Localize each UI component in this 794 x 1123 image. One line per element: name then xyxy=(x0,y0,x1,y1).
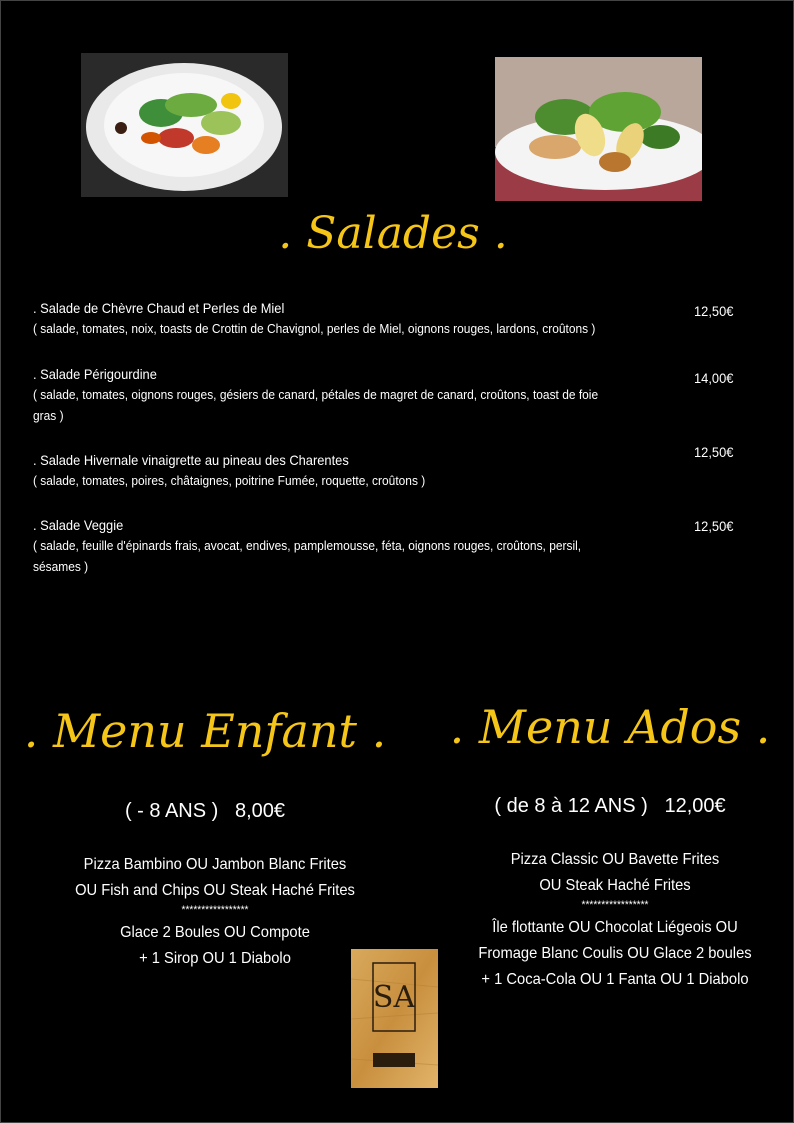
salad-photo-left xyxy=(81,53,288,197)
restaurant-logo xyxy=(351,949,438,1088)
salad-item xyxy=(33,450,653,491)
salad-item xyxy=(33,298,653,339)
salad-photo-right xyxy=(495,57,702,201)
salad-description: ( salade, feuille d'épinards frais, avocat, endives, pamplemousse, féta, oignons rouges, croûtons, persil, xyxy=(33,538,582,553)
salad-price: 12,50€ xyxy=(694,303,734,319)
menu-ados-line: Fromage Blanc Coulis OU Glace 2 boules xyxy=(478,945,752,962)
menu-ados-title: . Menu Ados . xyxy=(449,700,771,754)
salad-description-cont: gras ) xyxy=(33,408,64,423)
menu-ados-separator: ***************** xyxy=(581,899,649,911)
menu-enfant-title: . Menu Enfant . xyxy=(23,704,387,758)
salad-price: 12,50€ xyxy=(694,444,734,460)
salad-description-cont: sésames ) xyxy=(33,559,89,574)
menu-ados-line: Pizza Classic OU Bavette Frites xyxy=(510,851,720,868)
menu-ados-subtitle: ( de 8 à 12 ANS ) 12,00€ xyxy=(494,795,726,817)
salad-name: . Salade de Chèvre Chaud et Perles de Miel xyxy=(33,300,285,316)
salad-name: . Salade Hivernale vinaigrette au pineau des Charentes xyxy=(33,452,349,468)
menu-enfant-line: + 1 Sirop OU 1 Diabolo xyxy=(139,950,291,967)
salad-price: 12,50€ xyxy=(694,518,734,534)
menu-ados-line: Île flottante OU Chocolat Liégeois OU xyxy=(492,919,738,936)
menu-enfant-subtitle: ( - 8 ANS ) 8,00€ xyxy=(124,800,286,822)
menu-enfant-line: OU Fish and Chips OU Steak Haché Frites xyxy=(75,882,355,899)
salad-name: . Salade Veggie xyxy=(33,517,124,533)
menu-enfant-line: Pizza Bambino OU Jambon Blanc Frites xyxy=(83,856,347,873)
menu-enfant-separator: ***************** xyxy=(181,904,249,916)
menu-ados-line: + 1 Coca-Cola OU 1 Fanta OU 1 Diabolo xyxy=(481,971,749,988)
menu-ados-details xyxy=(454,847,776,993)
salad-name: . Salade Périgourdine xyxy=(33,366,157,382)
salad-description: ( salade, tomates, noix, toasts de Crottin de Chavignol, perles de Miel, oignons rouges, lardons, croûtons ) xyxy=(33,321,596,336)
menu-ados-line: OU Steak Haché Frites xyxy=(539,877,691,894)
salad-description: ( salade, tomates, oignons rouges, gésiers de canard, pétales de magret de canard, croûtons, toast de foie xyxy=(33,387,599,402)
salad-item xyxy=(33,364,653,426)
menu-enfant-details xyxy=(54,852,376,972)
salad-item xyxy=(33,515,653,577)
salads-title: . Salades . xyxy=(278,208,508,259)
logo-letters: SA xyxy=(372,980,416,1015)
salad-price: 14,00€ xyxy=(694,370,734,386)
salad-description: ( salade, tomates, poires, châtaignes, poitrine Fumée, roquette, croûtons ) xyxy=(33,473,426,488)
menu-enfant-line: Glace 2 Boules OU Compote xyxy=(120,924,310,941)
